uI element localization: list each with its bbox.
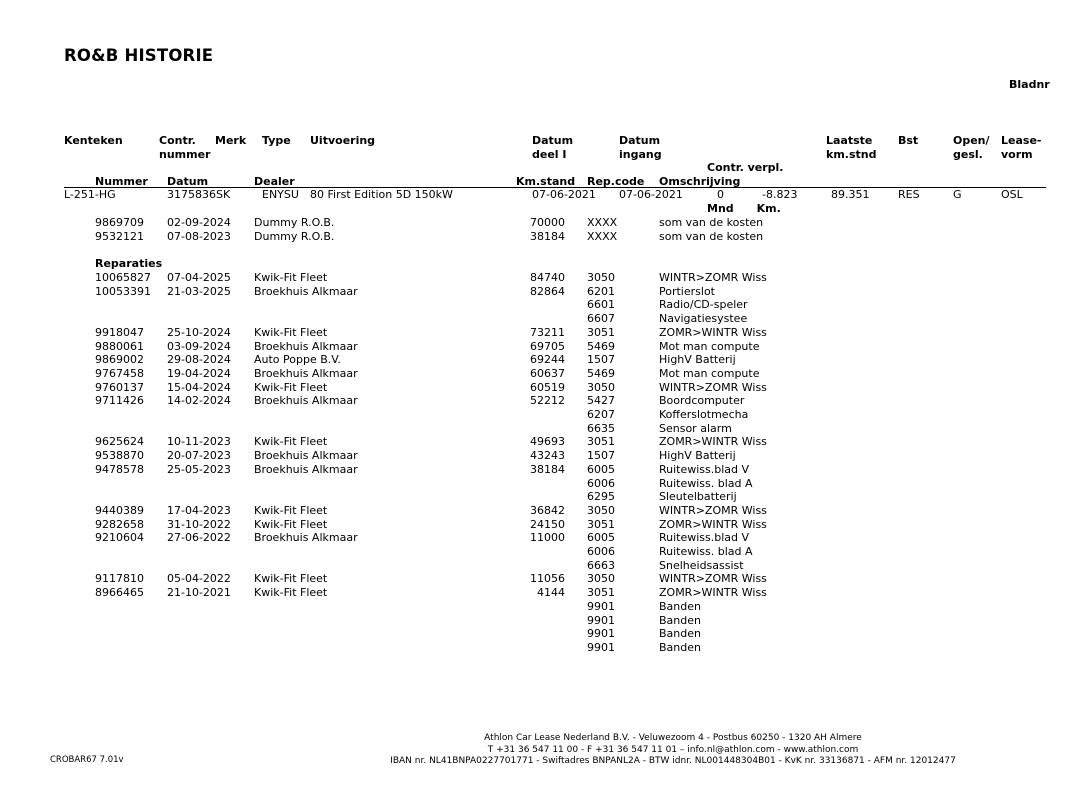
row-nummer: 9532121 [95,229,144,243]
row-km: 38184 [530,462,565,476]
row-omschrijving: Banden [659,627,701,641]
row-omschrijving: Portierslot [659,284,715,298]
row-omschrijving: Banden [659,613,701,627]
subheader-kmstand: Km.stand [516,175,576,188]
row-dealer: Kwik-Fit Fleet [254,586,328,600]
row-omschrijving: ZOMR>WINTR Wiss [659,586,767,600]
header-datum-ingang [619,134,662,161]
row-nummer: 9711426 [95,394,144,408]
row-omschrijving: Boordcomputer [659,394,745,408]
row-code: 5469 [587,339,615,353]
row-nummer: 10065827 [95,271,151,284]
header-merk: Merk [215,134,247,147]
header-lease-line1: Lease- [1001,134,1042,147]
row-omschrijving: Ruitewiss.blad V [659,531,750,545]
vehicle-kenteken: L-251-HG [64,188,116,201]
header-type: Type [262,134,291,147]
row-omschrijving: Ruitewiss. blad A [659,476,753,490]
row-km: 11000 [530,531,565,545]
header-contr-verpl-line2: Mnd Km. [707,201,781,215]
row-datum: 19-04-2024 [167,366,231,380]
vehicle-laatste-km: 89.351 [831,188,870,201]
vehicle-bst: RES [898,188,920,201]
header-datum-ingang-line2: ingang [619,147,662,161]
row-nummer: 8966465 [95,586,144,600]
vehicle-contract: 3175836SK [167,188,231,201]
row-code: 3051 [587,325,615,339]
row-omschrijving: Kofferslotmecha [659,408,749,421]
row-omschrijving: HighV Batterij [659,353,736,367]
row-omschrijving: Banden [659,640,701,654]
row-code: 9901 [587,640,615,654]
header-kenteken: Kenteken [64,134,123,147]
vehicle-uitvoering: 80 First Edition 5D 150kW [310,188,453,201]
header-open-line2: gesl. [953,147,983,161]
row-km: 24150 [530,517,565,531]
row-omschrijving: Sensor alarm [659,421,732,435]
vehicle-merk: ENYSU [262,188,299,201]
row-datum: 07-08-2023 [167,229,231,243]
row-code: 6607 [587,312,615,326]
vehicle-datum-deel: 07-06-2021 [532,188,596,201]
footer-address: Athlon Car Lease Nederland B.V. - Veluwezoom 4 - Postbus 60250 - 1320 AH Almere [484,733,862,743]
row-nummer: 9760137 [95,380,144,394]
row-dealer: Kwik-Fit Fleet [254,517,328,531]
subheader-dealer: Dealer [254,175,295,188]
row-code: 3050 [587,503,615,517]
row-km: 49693 [530,435,565,449]
row-datum: 29-08-2024 [167,353,231,367]
row-code: 3050 [587,380,615,394]
row-omschrijving: Radio/CD-speler [659,298,748,312]
row-code: 6006 [587,545,615,558]
row-code: 6663 [587,558,615,572]
subheader-datum: Datum [167,175,209,188]
header-contr-line1: Contr. [159,134,196,147]
header-bst: Bst [898,134,919,147]
row-datum: 21-10-2021 [167,586,231,600]
row-code: 6635 [587,421,615,435]
row-dealer: Kwik-Fit Fleet [254,435,328,449]
row-code: 6601 [587,298,615,312]
row-km: 36842 [530,503,565,517]
row-datum: 03-09-2024 [167,339,231,353]
row-km: 38184 [530,229,565,243]
header-uitvoering: Uitvoering [310,134,376,147]
row-km: 84740 [530,271,565,284]
row-omschrijving: Ruitewiss. blad A [659,545,753,558]
subheader-omschrijving: Omschrijving [659,175,741,188]
row-dealer: Auto Poppe B.V. [254,353,341,367]
row-nummer: 9440389 [95,503,144,517]
subheader-repcode: Rep.code [587,175,645,188]
row-dealer: Broekhuis Alkmaar [254,449,358,463]
row-code: 3051 [587,517,615,531]
row-nummer: 9869002 [95,353,144,367]
row-datum: 25-10-2024 [167,325,231,339]
row-km: 69705 [530,339,565,353]
row-km: 73211 [530,325,565,339]
row-datum: 17-04-2023 [167,503,231,517]
vehicle-datum-ingang: 07-06-2021 [619,188,683,201]
row-datum: 10-11-2023 [167,435,231,449]
row-datum: 21-03-2025 [167,284,231,298]
vehicle-lease-vorm: OSL [1001,188,1023,201]
row-code: 1507 [587,353,615,367]
row-code: 3051 [587,435,615,449]
header-datum-deel-line2: deel I [532,147,567,161]
vehicle-open-gesl: G [953,188,962,201]
row-code: 5427 [587,394,615,408]
row-nummer: 10053391 [95,284,151,298]
row-dealer: Kwik-Fit Fleet [254,325,328,339]
vehicle-km: -8.823 [762,188,798,201]
row-omschrijving: Ruitewiss.blad V [659,462,750,476]
row-code: 1507 [587,449,615,463]
row-nummer: 9880061 [95,339,144,353]
row-km: 52212 [530,394,565,408]
header-laatste-line1: Laatste [826,134,873,147]
row-dealer: Kwik-Fit Fleet [254,271,328,284]
subheader-nummer: Nummer [95,175,148,188]
row-code: 6005 [587,462,615,476]
row-omschrijving: WINTR>ZOMR Wiss [659,572,767,586]
header-contr-verpl-line1: Contr. verpl. [707,161,784,174]
form-code: CROBAR67 7.01v [50,755,124,765]
row-datum: 05-04-2022 [167,572,231,586]
header-open-gesl [953,134,990,161]
row-datum: 31-10-2022 [167,517,231,531]
header-contr-line2: nummer [159,147,211,161]
row-code: XXXX [587,229,618,243]
row-code: 5469 [587,366,615,380]
row-code: 3050 [587,271,615,284]
row-code: 6005 [587,531,615,545]
row-nummer: 9210604 [95,531,144,545]
row-omschrijving: Banden [659,599,701,613]
row-nummer: 9625624 [95,435,144,449]
row-dealer: Broekhuis Alkmaar [254,339,358,353]
header-datum-deel [532,134,573,161]
row-km: 60519 [530,380,565,394]
row-datum: 25-05-2023 [167,462,231,476]
row-datum: 15-04-2024 [167,380,231,394]
row-dealer: Broekhuis Alkmaar [254,394,358,408]
row-nummer: 9282658 [95,517,144,531]
row-dealer: Broekhuis Alkmaar [254,531,358,545]
row-code: 6201 [587,284,615,298]
row-nummer: 9918047 [95,325,144,339]
row-nummer: 9869709 [95,216,144,229]
header-open-line1: Open/ [953,134,990,147]
row-nummer: 9478578 [95,462,144,476]
header-contr-nummer [159,134,210,161]
row-dealer: Kwik-Fit Fleet [254,572,328,586]
row-code: 9901 [587,599,615,613]
header-lease-vorm [1001,134,1041,161]
header-laatste-line2: km.stnd [826,147,877,161]
row-code: 9901 [587,613,615,627]
row-omschrijving: WINTR>ZOMR Wiss [659,503,767,517]
row-km: 43243 [530,449,565,463]
row-omschrijving: Mot man compute [659,339,760,353]
row-omschrijving: Mot man compute [659,366,760,380]
row-dealer: Kwik-Fit Fleet [254,503,328,517]
row-nummer: 9767458 [95,366,144,380]
row-code: 6295 [587,490,615,504]
row-dealer: Dummy R.O.B. [254,216,335,229]
row-code: 6006 [587,476,615,490]
row-omschrijving: Snelheidsassist [659,558,744,572]
row-code: 6207 [587,408,615,421]
row-km: 82864 [530,284,565,298]
row-omschrijving: som van de kosten [659,216,764,229]
row-datum: 14-02-2024 [167,394,231,408]
row-km: 70000 [530,216,565,229]
section-label-reparaties: Reparaties [95,257,163,270]
row-km: 60637 [530,366,565,380]
row-omschrijving: Navigatiesystee [659,312,748,326]
header-datum-ingang-line1: Datum [619,134,661,147]
row-datum: 20-07-2023 [167,449,231,463]
footer-contact: T +31 36 547 11 00 - F +31 36 547 11 01 – info.nl@athlon.com - www.athlon.com [487,745,859,755]
row-dealer: Broekhuis Alkmaar [254,284,358,298]
row-datum: 07-04-2025 [167,271,231,284]
row-km: 4144 [537,586,565,600]
header-laatste-kmstnd [826,134,876,161]
row-code: 3050 [587,572,615,586]
page-number-label: Bladnr [1009,78,1050,91]
header-datum-deel-line1: Datum [532,134,574,147]
row-omschrijving: ZOMR>WINTR Wiss [659,435,767,449]
row-nummer: 9117810 [95,572,144,586]
row-nummer: 9538870 [95,449,144,463]
row-datum: 02-09-2024 [167,216,231,229]
row-omschrijving: HighV Batterij [659,449,736,463]
row-datum: 27-06-2022 [167,531,231,545]
row-km: 11056 [530,572,565,586]
page-title: RO&B HISTORIE [64,46,214,65]
row-dealer: Dummy R.O.B. [254,229,335,243]
row-omschrijving: som van de kosten [659,229,764,243]
row-dealer: Kwik-Fit Fleet [254,380,328,394]
header-lease-line2: vorm [1001,147,1033,161]
row-omschrijving: WINTR>ZOMR Wiss [659,271,767,284]
row-code: XXXX [587,216,618,229]
row-omschrijving: WINTR>ZOMR Wiss [659,380,767,394]
row-omschrijving: ZOMR>WINTR Wiss [659,517,767,531]
row-omschrijving: Sleutelbatterij [659,490,737,504]
footer-bank: IBAN nr. NL41BNPA0227701771 - Swiftadres BNPANL2A - BTW idnr. NL001448304B01 - KvK nr. 33136871 - AFM nr. 12012477 [390,756,956,766]
row-km: 69244 [530,353,565,367]
row-dealer: Broekhuis Alkmaar [254,366,358,380]
row-dealer: Broekhuis Alkmaar [254,462,358,476]
row-code: 3051 [587,586,615,600]
row-code: 9901 [587,627,615,641]
row-omschrijving: ZOMR>WINTR Wiss [659,325,767,339]
vehicle-mnd: 0 [717,188,724,201]
